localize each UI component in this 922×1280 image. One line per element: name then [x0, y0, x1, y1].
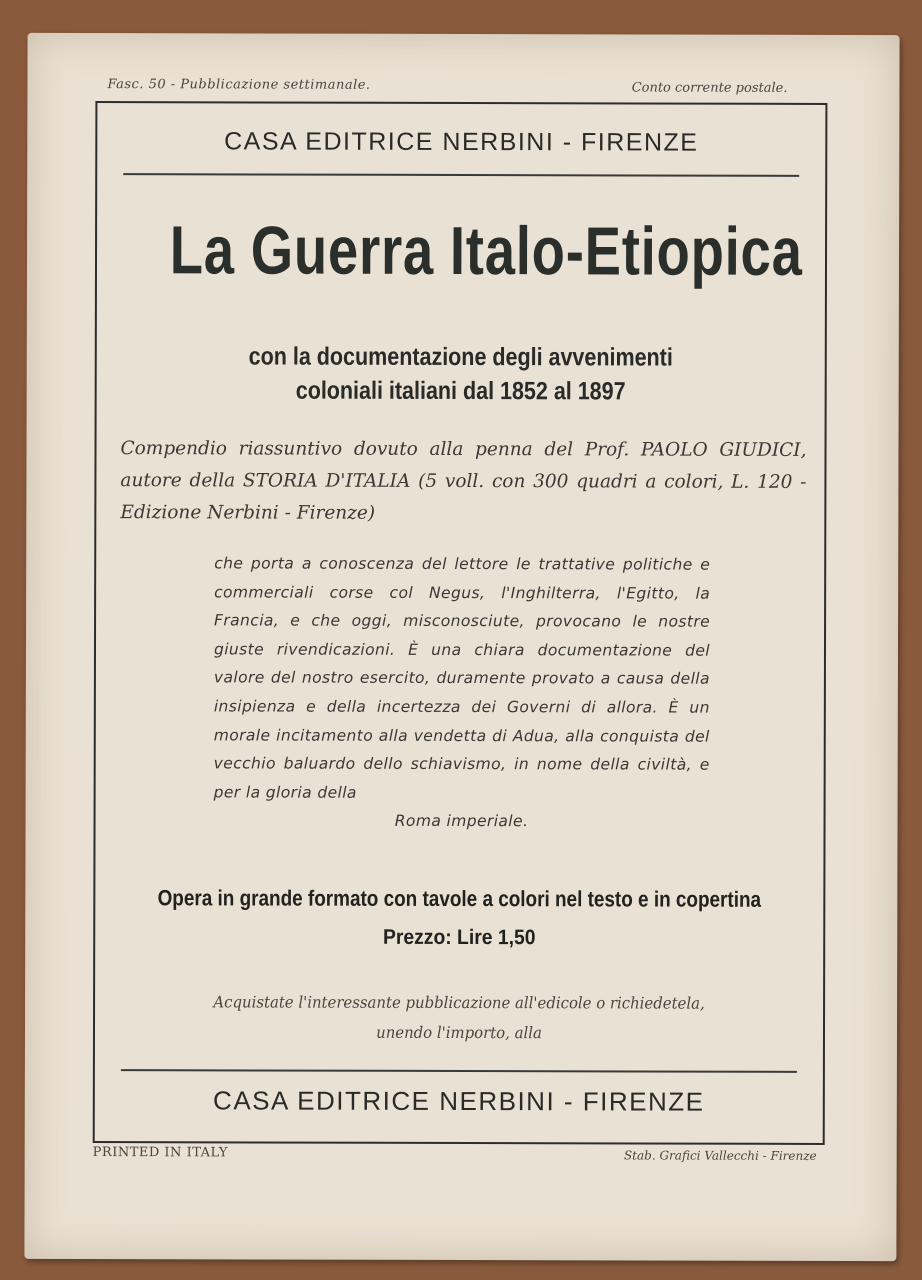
publisher-top: CASA EDITRICE NERBINI - FIRENZE — [224, 127, 699, 157]
purchase-note — [120, 987, 797, 1049]
page-title: La Guerra Italo-Etiopica — [169, 212, 803, 290]
document-page — [24, 33, 899, 1261]
price: Prezzo: Lire 1,50 — [382, 925, 536, 950]
purchase-note-line-1: Acquistate l'interessante pubblicazione all'edicole o richiedetela, — [213, 992, 705, 1013]
compendio-paragraph: Compendio riassuntivo dovuto alla penna del Prof. PAOLO GIUDICI, autore della STORIA D'ITALIA (5 voll. con 300 quadri a colori, L. 120 - Edizione Nerbini - Firenze) — [120, 438, 807, 524]
subtitle-line-2: coloniali italiani dal 1852 al 1897 — [295, 376, 626, 406]
description-text: che porta a conoscenza del lettore le trattative politiche e commerciali corse col Negus, l'Inghilterra, l'Egitto, la Francia, e che oggi, misconosciute, provocano le nostre giuste rivendicazioni. È una chiara documentazione del valore del nostro esercito, duramente provato a causa della insipienza e della incertezza dei Governi di allora. È un morale incitamento alla vendetta di Adua, alla conquista del vecchio baluardo dello schiavismo, in nome della civiltà, e per la gloria della — [213, 554, 711, 802]
top-divider — [123, 173, 799, 177]
subtitle-line-1: con la documentazione degli avvenimenti — [248, 342, 673, 372]
format-note: Opera in grande formato con tavole a colori nel testo e in copertina — [157, 885, 762, 912]
postal-account-header: Conto corrente postale. — [631, 80, 788, 96]
printer-credit: Stab. Grafici Vallecchi - Firenze — [623, 1148, 817, 1163]
publisher-bottom: CASA EDITRICE NERBINI - FIRENZE — [213, 1085, 705, 1117]
purchase-note-line-2: unendo l'importo, alla — [376, 1022, 542, 1043]
description-last-line: Roma imperiale. — [394, 812, 529, 831]
issue-header: Fasc. 50 - Pubblicazione settimanale. — [107, 77, 371, 93]
printed-in-italy: PRINTED IN ITALY — [92, 1145, 228, 1161]
subtitle — [148, 339, 774, 409]
description-paragraph — [214, 549, 711, 836]
bottom-divider — [121, 1069, 797, 1073]
bordered-frame — [93, 101, 828, 1145]
